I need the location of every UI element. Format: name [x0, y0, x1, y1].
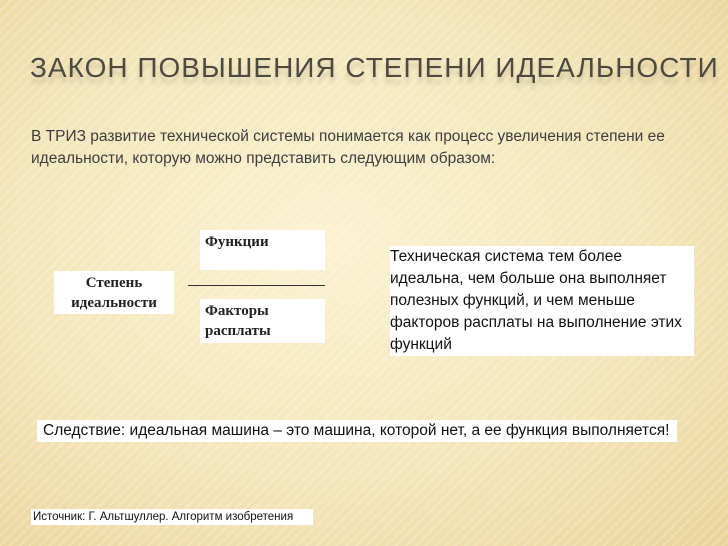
intro-text: В ТРИЗ развитие технической системы понимается как процесс увеличения степени ее идеальности, которую можно представить следующим образом:	[31, 128, 665, 167]
slide-title: ЗАКОН ПОВЫШЕНИЯ СТЕПЕНИ ИДЕАЛЬНОСТИ	[30, 52, 719, 83]
lhs-line-1: Степень	[85, 275, 143, 291]
numerator-label: Функции	[205, 234, 269, 250]
fraction-line	[188, 285, 325, 286]
consequence-text: Следствие: идеальная машина – это машина, которой нет, а ее функция выполняется!	[37, 420, 677, 442]
source-note: Источник: Г. Альтшуллер. Алгоритм изобретения	[31, 509, 313, 525]
formula-lhs	[54, 271, 174, 314]
denominator-line-2: расплаты	[205, 323, 271, 339]
formula-denominator	[200, 299, 325, 343]
description-text: Техническая система тем более идеальна, чем больше она выполняет полезных функций, и чем меньше факторов расплаты на выполнение этих функций	[390, 246, 694, 356]
formula-numerator	[200, 230, 325, 270]
denominator-line-1: Факторы	[205, 303, 269, 319]
lhs-line-2: идеальности	[71, 295, 157, 311]
